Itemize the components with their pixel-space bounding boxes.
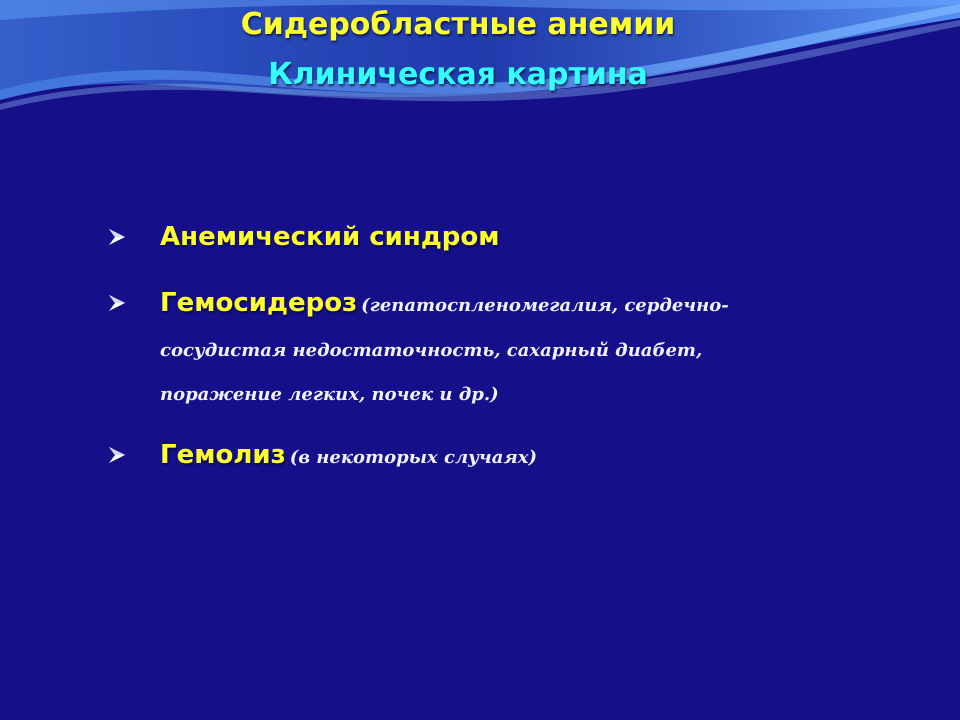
arrowhead-bullet-icon <box>107 226 129 248</box>
item-heading: Гемосидероз <box>160 288 358 318</box>
arrowhead-bullet-icon <box>107 444 129 466</box>
item-note-line: поражение легких, почек и др.) <box>160 384 499 405</box>
arrowhead-bullet-icon <box>107 292 129 314</box>
slide-subtitle: Клиническая картина <box>268 57 648 92</box>
item-heading: Гемолиз <box>160 440 286 470</box>
item-heading: Анемический синдром <box>160 222 500 252</box>
slide-title: Сидеробластные анемии <box>240 7 676 42</box>
item-note-line: сосудистая недостаточность, сахарный диабет, <box>160 340 703 361</box>
item-note: (гепатоспленомегалия, сердечно- <box>361 295 729 316</box>
item-note: (в некоторых случаях) <box>289 447 538 468</box>
